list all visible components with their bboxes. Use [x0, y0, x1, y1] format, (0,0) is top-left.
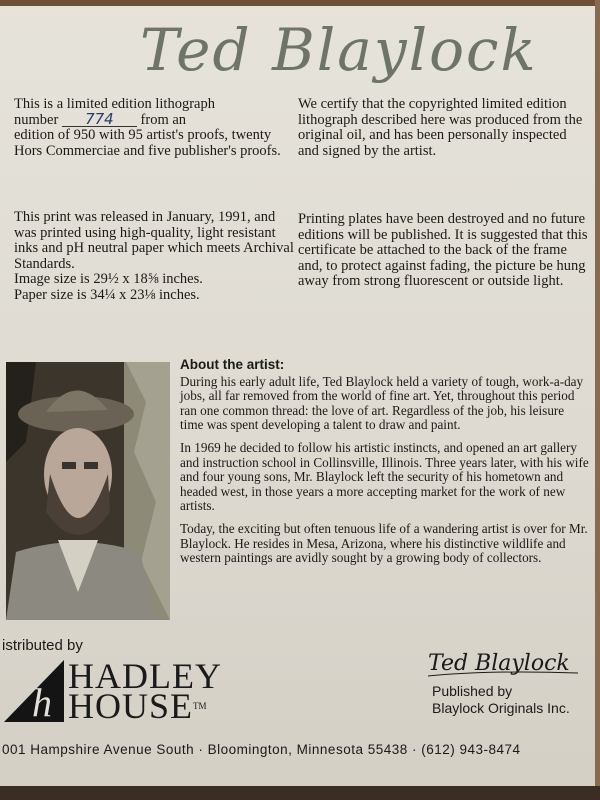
image-size: Image size is 29½ x 18⅝ inches. [14, 271, 203, 287]
release-text: This print was released in January, 1991, and was printed using high-quality, light resistant inks and pH neutral paper which meets Archival Standards. [14, 209, 294, 272]
table-edge-top [0, 0, 600, 6]
edition-text-2-suffix: from an [140, 111, 187, 128]
svg-text:h: h [32, 680, 52, 722]
publisher-name: Blaylock Originals Inc. [432, 700, 570, 716]
distributed-by-label: istributed by [2, 637, 83, 654]
publisher-block [432, 683, 570, 717]
published-by-label: Published by [432, 683, 513, 699]
about-paragraph-2: In 1969 he decided to follow his artistic instincts, and opened an art gallery and instruction school in Collinsville, Illinois. Three years later, with his wife and four young sons, Mr. Blaylock left the security of his hometown and headed west, in those years a more accepting market for the work of new artists. [180, 439, 589, 514]
certify-statement: We certify that the copyrighted limited edition lithograph described here was produced from the original oil, and has been personally inspected and signed by the artist. [298, 96, 583, 159]
about-paragraph-1: During his early adult life, Ted Blaylock held a variety of tough, work-a-day jobs, all far removed from the world of fine art. Yet, throughout this period ran one common thread: the love of art. Regardless of the job, his leisure time was spent developing a talent to draw and paint. [180, 373, 584, 433]
artist-portrait-photo [6, 362, 170, 620]
edition-statement [14, 97, 294, 159]
distributor-address: 001 Hampshire Avenue South · Bloomington, Minnesota 55438 · (612) 943-8474 [2, 742, 521, 757]
plates-statement: Printing plates have been destroyed and no future editions will be published. It is suggested that this certificate be attached to the back of the frame and, to protect against fading, the picture be hung away from strong fluorescent or outside light. [298, 211, 588, 289]
edition-text-2-prefix: number [14, 111, 59, 128]
edition-number: 774 [62, 113, 137, 127]
artist-signature-title [140, 8, 538, 88]
release-statement [14, 210, 294, 303]
logo-trademark: TM [193, 701, 207, 711]
signature-title-text: Ted Blaylock [140, 16, 538, 84]
logo-line-1: HADLEY [68, 656, 222, 696]
about-artist-section [180, 358, 590, 574]
about-heading: About the artist: [180, 357, 285, 372]
table-edge-right [595, 0, 600, 800]
hadley-house-logo-icon [4, 660, 64, 722]
hadley-house-wordmark [68, 656, 222, 726]
signature-bottom-text: Ted Blaylock [428, 651, 570, 676]
artist-signature-bottom [428, 640, 588, 684]
paper-size: Paper size is 34¼ x 23⅛ inches. [14, 286, 200, 303]
logo-line-2: HOUSE [68, 686, 194, 726]
about-paragraph-3: Today, the exciting but often tenuous life of a wandering artist is over for Mr. Blaylock. He resides in Mesa, Arizona, where his distinctive wildlife and western paintings are avidly sought by a growing body of collectors. [180, 520, 588, 566]
edition-text-3: edition of 950 with 95 artist's proofs, twenty Hors Commerciae and five publisher's proofs. [14, 127, 281, 159]
edition-text-1: This is a limited edition lithograph [14, 96, 215, 112]
table-edge-bottom [0, 786, 600, 800]
